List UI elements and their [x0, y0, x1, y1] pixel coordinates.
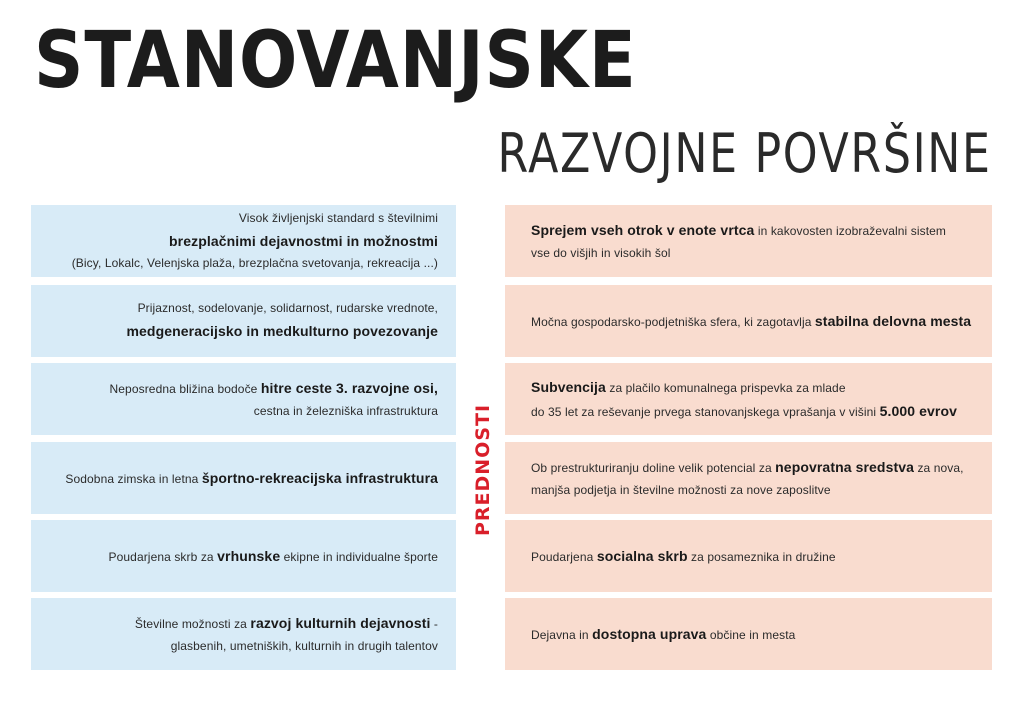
- page-title: STANOVANJSKE: [34, 16, 637, 106]
- card-line: [531, 218, 946, 243]
- card-text: cestna in železniška infrastruktura: [253, 403, 438, 418]
- card-text: Visok življenjski standard s številnimi: [238, 210, 438, 225]
- left-card-standard: [31, 205, 456, 277]
- card-highlight: nepovratna sredstva: [775, 459, 915, 476]
- card-highlight: 5.000 evrov: [879, 403, 957, 419]
- card-highlight: hitre ceste 3. razvojne osi,: [260, 380, 438, 397]
- card-line: [109, 544, 438, 569]
- card-line: [531, 544, 836, 569]
- card-highlight: vrhunske: [217, 547, 281, 564]
- card-text: Poudarjena: [531, 549, 597, 564]
- card-line: [531, 309, 971, 334]
- right-card-kindergarten: [505, 205, 992, 277]
- card-highlight: Subvencija: [531, 378, 606, 395]
- side-label-text: PREDNOSTI: [472, 403, 494, 537]
- card-text: za posameznika in družine: [687, 549, 836, 564]
- card-highlight: Sprejem vseh otrok v enote vrtca: [531, 222, 755, 239]
- card-text: -: [430, 617, 438, 632]
- card-text: ekipne in individualne športe: [280, 549, 438, 564]
- right-card-administration: [505, 598, 992, 670]
- left-card-culture: [31, 598, 456, 670]
- page-subtitle: RAZVOJNE POVRŠINE: [497, 122, 992, 185]
- right-card-social-care: [505, 520, 992, 592]
- card-text: (Bicy, Lokalc, Velenjska plaža, brezplačna svetovanja, rekreacija ...): [71, 256, 438, 271]
- left-card-infrastructure: [31, 363, 456, 435]
- card-text: za nova,: [914, 461, 964, 476]
- right-card-restructuring: [505, 442, 992, 514]
- card-highlight: medgeneracijsko in medkulturno povezovanje: [126, 323, 438, 340]
- card-line: [531, 455, 964, 480]
- card-line: [110, 376, 438, 401]
- card-highlight: socialna skrb: [596, 547, 688, 564]
- card-line: [531, 622, 795, 647]
- card-text: glasbenih, umetniških, kulturnih in drugih talentov: [170, 638, 438, 653]
- card-text: za plačilo komunalnega prispevka za mlade: [605, 380, 846, 395]
- card-text: Ob prestrukturiranju doline velik potencial za: [531, 461, 776, 476]
- card-highlight: razvoj kulturnih dejavnosti: [250, 615, 431, 632]
- card-text: Sodobna zimska in letna: [65, 471, 202, 486]
- right-card-economy: [505, 285, 992, 357]
- card-line: [531, 399, 957, 424]
- side-label: [468, 395, 498, 545]
- card-text: Poudarjena skrb za: [108, 549, 218, 564]
- card-text: Neposredna bližina bodoče: [109, 382, 261, 397]
- left-card-sports-infrastructure: [31, 442, 456, 514]
- left-card-top-sports: [31, 520, 456, 592]
- card-text: Številne možnosti za: [134, 617, 251, 632]
- card-text: manjša podjetja in številne možnosti za nove zaposlitve: [531, 482, 831, 497]
- right-card-subsidy: [505, 363, 992, 435]
- card-highlight: brezplačnimi dejavnostmi in možnostmi: [169, 232, 438, 249]
- card-text: Močna gospodarsko-podjetniška sfera, ki zagotavlja: [531, 314, 815, 329]
- card-line: [65, 466, 438, 491]
- card-text: do 35 let za reševanje prvega stanovanjskega vprašanja v višini: [531, 405, 880, 419]
- card-highlight: dostopna uprava: [592, 625, 707, 642]
- card-line: [169, 229, 438, 254]
- left-card-community: [31, 285, 456, 357]
- card-text: in kakovosten izobraževalni sistem: [754, 224, 946, 239]
- card-highlight: športno-rekreacijska infrastruktura: [201, 469, 438, 486]
- card-text: vse do višjih in visokih šol: [531, 245, 671, 260]
- card-line: [135, 611, 438, 636]
- card-text: Prijaznost, sodelovanje, solidarnost, rudarske vrednote,: [137, 301, 438, 316]
- card-line: [126, 319, 438, 344]
- card-text: Dejavna in: [531, 627, 593, 642]
- card-text: občine in mesta: [706, 627, 796, 642]
- card-highlight: stabilna delovna mesta: [814, 312, 972, 329]
- card-line: [531, 375, 846, 400]
